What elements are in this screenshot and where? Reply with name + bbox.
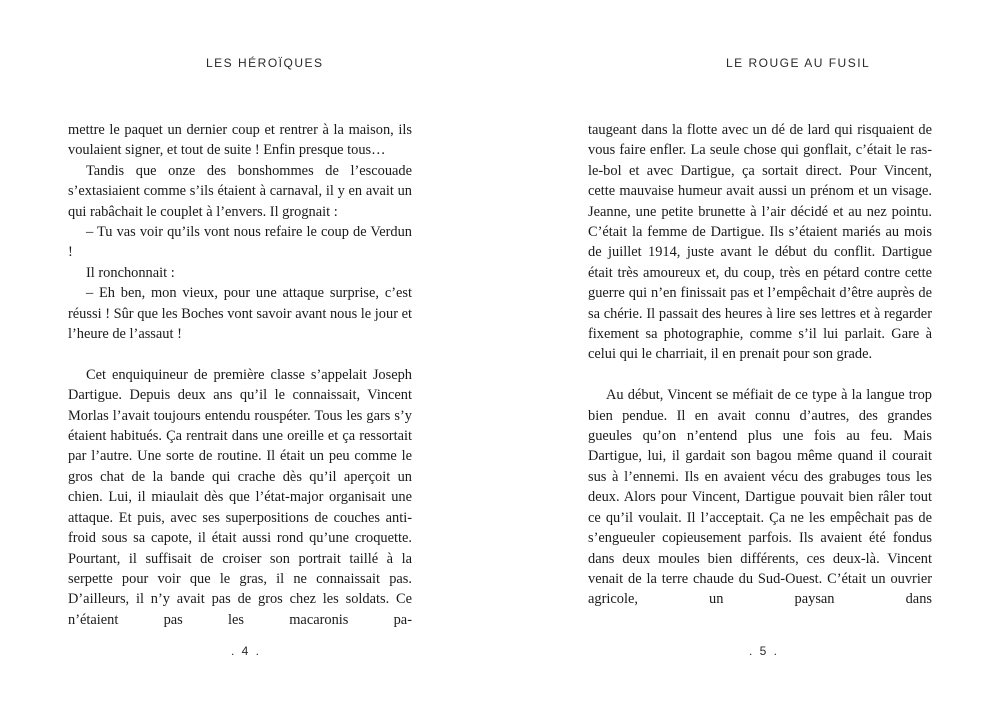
left-page-body — [68, 120, 412, 630]
page-number-left: . 4 . — [231, 644, 262, 658]
paragraph: Il ronchonnait : — [86, 264, 175, 281]
paragraph: mettre le paquet un dernier coup et rentrer à la maison, ils voulaient signer, et tout de suite ! Enfin presque tous… — [68, 122, 412, 159]
paragraph: taugeant dans la flotte avec un dé de lard qui risquaient de vous faire enfler. La seule chose qui gonflait, c’était le ras-le-bol et avec Dartigue, ça sortait direct. Pour Vincent, cette mauvaise humeur avait aussi un prénom et un visage. Jeanne, une petite brunette à l’air décidé et au nez pointu. C’était la femme de Dartigue. Ils s’étaient mariés au mois de juillet 1914, juste avant le début du conflit. Dartigue était très amoureux et, du coup, très en pétard contre cette guerre qui n’en finissait pas et l’empêchait d’être auprès de sa chérie. Il passait des heures à lire ses lettres et à regarder fixement sa photographie, comme s’il lui parlait. Gare à celui qui le charriait, il en prenait pour son grade. — [588, 122, 932, 363]
paragraph: Tandis que onze des bonshommes de l’escouade s’extasiaient comme s’ils étaient à carnaval, il y en avait un qui rabâchait le couplet à l’envers. Il grognait : — [68, 162, 412, 220]
dialogue-line: – Eh ben, mon vieux, pour une attaque surprise, c’est réussi ! Sûr que les Boches vont savoir avant nous le jour et l’heure de l’assaut ! — [68, 285, 412, 343]
dialogue-line: – Tu vas voir qu’ils vont nous refaire le coup de Verdun ! — [68, 224, 412, 261]
running-head-left: LES HÉROÏQUES — [206, 56, 324, 70]
paragraph: Cet enquiquineur de première classe s’appelait Joseph Dartigue. Depuis deux ans qu’il le connaissait, Vincent Morlas l’avait toujours entendu rouspéter. Tous les gars s’y étaient habitués. Ça rentrait dans une oreille et ça ressortait par l’autre. Une sorte de routine. Il était un peu comme le gros chat de la bande qui crache dès qu’il aperçoit un chien. Lui, il miaulait dès que l’état-major organisait une attaque. Et puis, avec ses superpositions de couches anti-froid sous sa capote, il était aussi rond qu’une croquette. Pourtant, il suffisait de croiser son portrait taillé à la serpette pour voir que le gras, il ne connaissait pas. D’ailleurs, il n’y avait pas de gros chez les soldats. Ce n’étaient pas les macaronis pa- — [68, 366, 412, 628]
right-page-body — [588, 120, 932, 610]
right-page — [500, 0, 1000, 709]
page-number-right: . 5 . — [749, 644, 780, 658]
running-head-right: LE ROUGE AU FUSIL — [726, 56, 871, 70]
paragraph: Au début, Vincent se méfiait de ce type à la langue trop bien pendue. Il en avait connu d’autres, des grandes gueules qu’on n’entend plus une fois au feu. Mais Dartigue, lui, il gardait son bagou même quand il courait sus à l’ennemi. Ils en avaient vécu des grabuges tous les deux. Alors pour Vincent, Dartigue pouvait bien râler tout ce qu’il voulait. Il l’acceptait. Ça ne les empêchait pas de s’engueuler copieusement parfois. Ils avaient été fondus dans deux moules bien différents, ces deux-là. Vincent venait de la terre chaude du Sud-Ouest. C’était un ouvrier agricole, un paysan dans — [588, 387, 932, 608]
